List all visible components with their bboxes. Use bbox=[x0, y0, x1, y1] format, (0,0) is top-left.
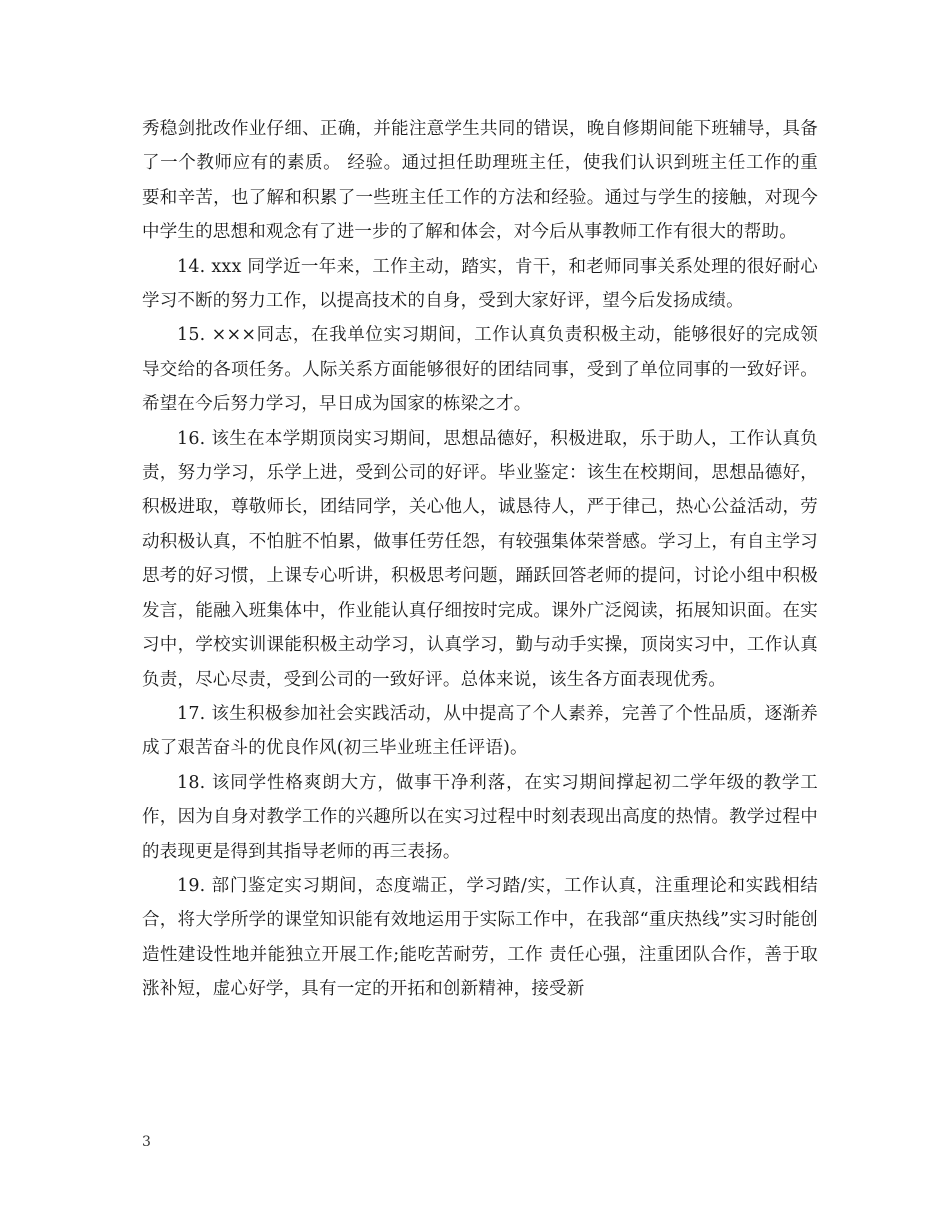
document-page bbox=[142, 112, 818, 1007]
paragraph-item-19: 19. 部门鉴定实习期间，态度端正，学习踏/实，工作认真，注重理论和实践相结合，将大学所学的课堂知识能有效地运用于实际工作中，在我部“重庆热线”实习时能创造性建设性地并能独立开展工作;能吃苦耐劳，工作 责任心强，注重团队合作，善于取涨补短，虚心好学，具有一定的开拓和创新精神，接受新 bbox=[142, 875, 818, 1000]
paragraph-continuation: 秀稳剑批改作业仔细、正确，并能注意学生共同的错误，晚自修期间能下班辅导，具备了一个教师应有的素质。 经验。通过担任助理班主任，使我们认识到班主任工作的重要和辛苦，也了解和积累了一些班主任工作的方法和经验。通过与学生的接触，对现今中学生的思想和观念有了进一步的了解和体会，对今后从事教师工作有很大的帮助。 bbox=[142, 119, 818, 243]
paragraph-item-17: 17. 该生积极参加社会实践活动，从中提高了个人素养，完善了个性品质，逐渐养成了艰苦奋斗的优良作风(初三毕业班主任评语)。 bbox=[142, 703, 818, 759]
paragraph-item-18: 18. 该同学性格爽朗大方，做事干净利落，在实习期间撑起初二学年级的教学工作，因为自身对教学工作的兴趣所以在实习过程中时刻表现出高度的热情。教学过程中的表现更是得到其指导老师的再三表扬。 bbox=[142, 772, 818, 862]
paragraph-item-16: 16. 该生在本学期顶岗实习期间，思想品德好，积极进取，乐于助人，工作认真负责，努力学习，乐学上进，受到公司的好评。毕业鉴定：该生在校期间，思想品德好，积极进取，尊敬师长，团结同学，关心他人，诚恳待人，严于律己，热心公益活动，劳动积极认真，不怕脏不怕累，做事任劳任怨，有较强集体荣誉感。学习上，有自主学习思考的好习惯，上课专心听讲，积极思考问题，踊跃回答老师的提问，讨论小组中积极发言，能融入班集体中，作业能认真仔细按时完成。课外广泛阅读，拓展知识面。在实习中，学校实训课能积极主动学习，认真学习，勤与动手实操，顶岗实习中，工作认真负责，尽心尽责，受到公司的一致好评。总体来说，该生各方面表现优秀。 bbox=[142, 428, 818, 690]
paragraph-item-15: 15. ×××同志，在我单位实习期间，工作认真负责积极主动，能够很好的完成领导交给的各项任务。人际关系方面能够很好的团结同事，受到了单位同事的一致好评。希望在今后努力学习，早日成为国家的栋梁之才。 bbox=[142, 325, 818, 415]
paragraph-item-14: 14. xxx 同学近一年来，工作主动，踏实，肯干，和老师同事关系处理的很好耐心学习不断的努力工作，以提高技术的自身，受到大家好评，望今后发扬成绩。 bbox=[142, 256, 818, 312]
page-number: 3 bbox=[142, 1134, 151, 1150]
